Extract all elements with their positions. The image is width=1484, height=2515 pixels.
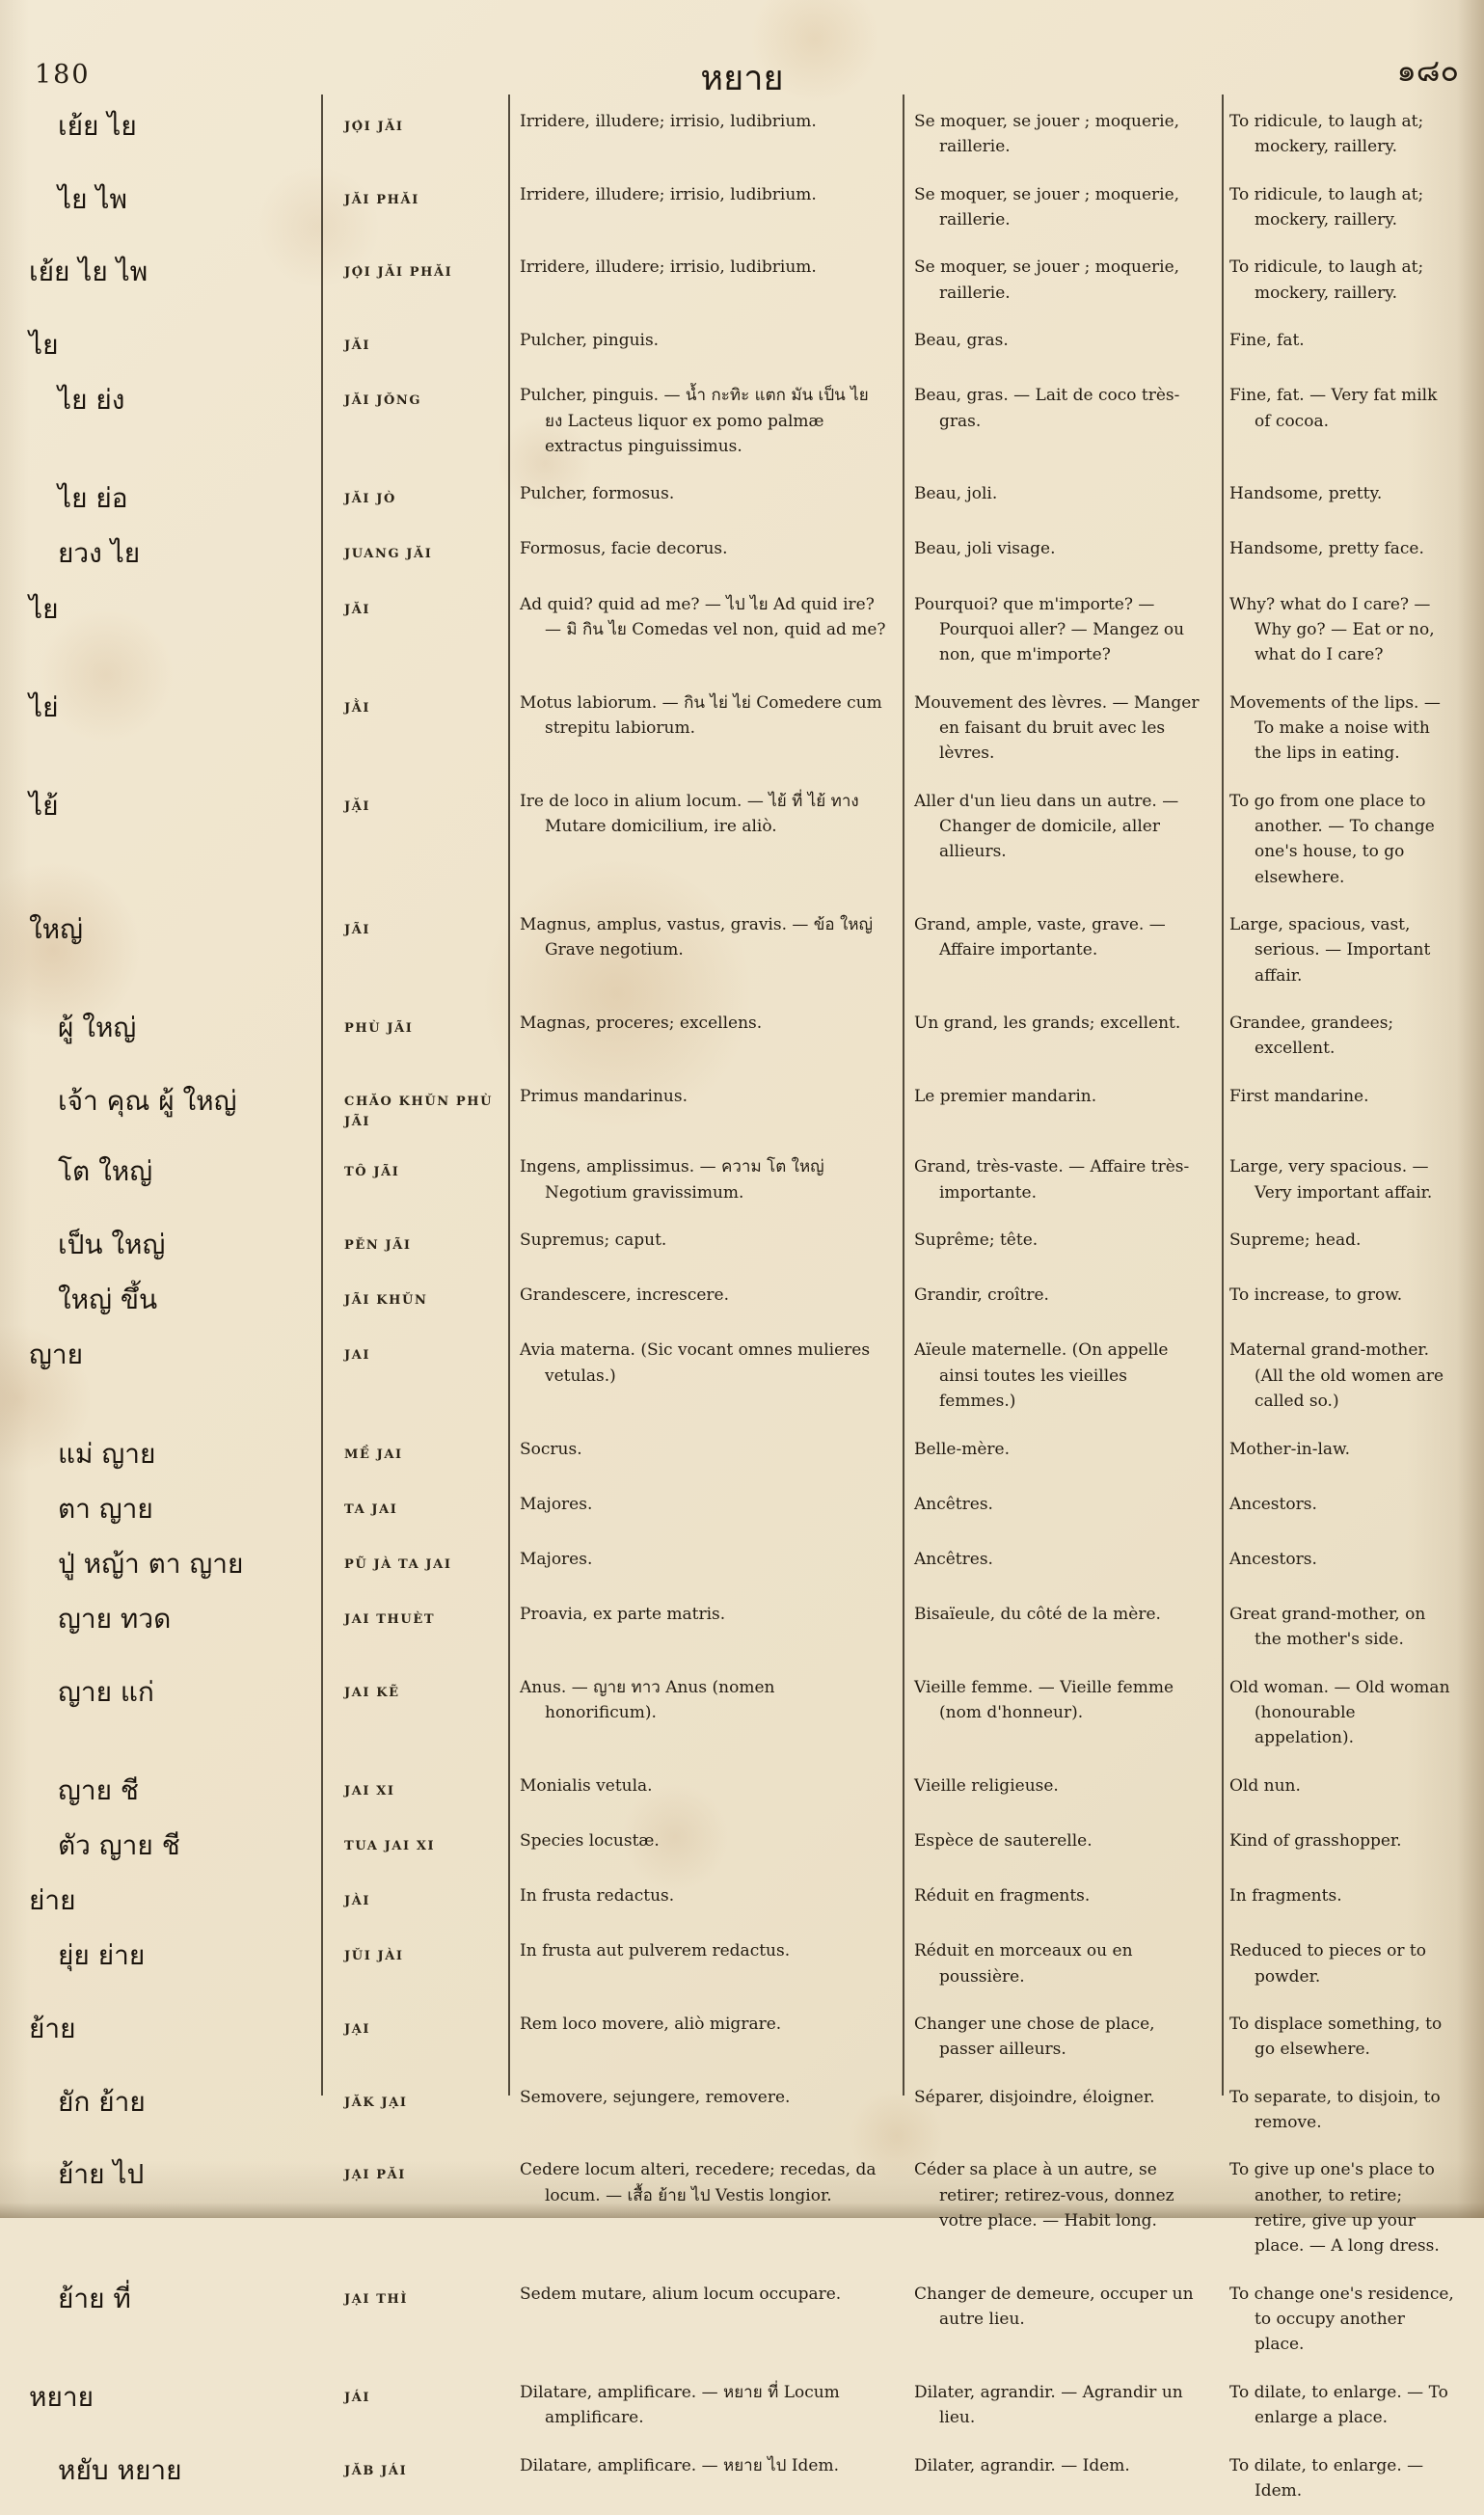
- page-number: 180: [35, 60, 91, 90]
- english-definition: Mother-in-law.: [1222, 1437, 1484, 1470]
- latin-definition: Dilatare, amplificare. — หยาย ที่ Locum amplificare.: [508, 2380, 903, 2431]
- romanization: JẠI THÌ: [321, 2282, 508, 2358]
- french-definition: Espèce de sauterelle.: [903, 1828, 1222, 1861]
- dictionary-entry-row: [0, 372, 1484, 471]
- english-definition: Kind of grasshopper.: [1222, 1828, 1484, 1861]
- dictionary-table: [0, 98, 1484, 2515]
- thai-word: ไย: [0, 328, 321, 361]
- romanization: TA JAI: [321, 1492, 508, 1525]
- french-definition: Beau, joli.: [903, 481, 1222, 514]
- latin-definition: Species locustæ.: [508, 1828, 903, 1861]
- dictionary-entry-row: [0, 1928, 1484, 2001]
- french-definition: Mouvement des lèvres. — Manger en faisant du bruit avec les lèvres.: [903, 690, 1222, 767]
- dictionary-entry-row: [0, 2443, 1484, 2515]
- thai-word: ญาย ทวด: [0, 1602, 321, 1653]
- french-definition: Suprême; tête.: [903, 1228, 1222, 1260]
- thai-word: ยุ่ย ย่าย: [0, 1938, 321, 1989]
- french-definition: Grand, ample, vaste, grave. — Affaire importante.: [903, 912, 1222, 988]
- latin-definition: Rem loco movere, aliò migrare.: [508, 2012, 903, 2063]
- latin-definition: Pulcher, pinguis. — น้ำ กะทิะ แตก มัน เป็น ไย ยง Lacteus liquor ex pomo palmæ extractus pinguissimus.: [508, 383, 903, 459]
- english-definition: Old nun.: [1222, 1773, 1484, 1806]
- romanization: JĂI: [321, 328, 508, 361]
- romanization: PŨ JÀ TA JAI: [321, 1547, 508, 1580]
- dictionary-entry-row: [0, 1818, 1484, 1873]
- thai-word: ปู่ หญ้า ตา ญาย: [0, 1547, 321, 1580]
- english-definition: To ridicule, to laugh at; mockery, raillery.: [1222, 255, 1484, 306]
- dictionary-entry-row: [0, 317, 1484, 372]
- romanization: JẠI PĂI: [321, 2157, 508, 2258]
- english-definition: To change one's residence, to occupy another place.: [1222, 2282, 1484, 2358]
- french-definition: Changer de demeure, occuper un autre lieu.: [903, 2282, 1222, 2358]
- latin-definition: Dilatare, amplificare. — หยาย ไป Idem.: [508, 2453, 903, 2504]
- thai-word: ใหญ่: [0, 912, 321, 988]
- dictionary-entry-row: [0, 581, 1484, 680]
- english-definition: Large, very spacious. — Very important affair.: [1222, 1154, 1484, 1205]
- french-definition: Changer une chose de place, passer ailleurs.: [903, 2012, 1222, 2063]
- latin-definition: Irridere, illudere; irrisio, ludibrium.: [508, 255, 903, 306]
- dictionary-entry-row: [0, 2001, 1484, 2074]
- english-definition: To increase, to grow.: [1222, 1283, 1484, 1315]
- romanization: JĂI JŎNG: [321, 383, 508, 459]
- latin-definition: Formosus, facie decorus.: [508, 536, 903, 569]
- english-definition: Great grand-mother, on the mother's side.: [1222, 1602, 1484, 1653]
- french-definition: Se moquer, se jouer ; moquerie, raillerie.: [903, 109, 1222, 160]
- french-definition: Beau, joli visage.: [903, 536, 1222, 569]
- page-number-thai: ๑๘๐: [1396, 46, 1459, 95]
- french-definition: Dilater, agrandir. — Idem.: [903, 2453, 1222, 2504]
- french-definition: Ancêtres.: [903, 1492, 1222, 1525]
- english-definition: Movements of the lips. — To make a noise with the lips in eating.: [1222, 690, 1484, 767]
- english-definition: To dilate, to enlarge. — To enlarge a place.: [1222, 2380, 1484, 2431]
- french-definition: Réduit en morceaux ou en poussière.: [903, 1938, 1222, 1989]
- french-definition: Se moquer, se jouer ; moquerie, raillerie.: [903, 255, 1222, 306]
- dictionary-entry-row: [0, 1873, 1484, 1928]
- thai-word: ไย ไพ: [0, 182, 321, 233]
- french-definition: Séparer, disjoindre, éloigner.: [903, 2085, 1222, 2136]
- page-header: [0, 0, 1484, 96]
- dictionary-entry-row: [0, 1144, 1484, 1217]
- english-definition: To ridicule, to laugh at; mockery, raillery.: [1222, 182, 1484, 233]
- english-definition: In fragments.: [1222, 1883, 1484, 1916]
- english-definition: Ancestors.: [1222, 1547, 1484, 1580]
- english-definition: First mandarine.: [1222, 1084, 1484, 1133]
- dictionary-entry-row: [0, 1763, 1484, 1818]
- english-definition: To separate, to disjoin, to remove.: [1222, 2085, 1484, 2136]
- dictionary-entry-row: [0, 526, 1484, 581]
- thai-word: ย้าย ที่: [0, 2282, 321, 2358]
- french-definition: Le premier mandarin.: [903, 1084, 1222, 1133]
- thai-word: ญาย แก่: [0, 1675, 321, 1751]
- thai-word: ญาย ชี: [0, 1773, 321, 1806]
- dictionary-entry-row: [0, 778, 1484, 902]
- latin-definition: In frusta aut pulverem redactus.: [508, 1938, 903, 1989]
- romanization: TÔ JÃI: [321, 1154, 508, 1205]
- french-definition: Grand, très-vaste. — Affaire très-importante.: [903, 1154, 1222, 1205]
- english-definition: Reduced to pieces or to powder.: [1222, 1938, 1484, 1989]
- latin-definition: Irridere, illudere; irrisio, ludibrium.: [508, 182, 903, 233]
- romanization: JĂI PHĂI: [321, 182, 508, 233]
- dictionary-entry-row: [0, 1536, 1484, 1591]
- latin-definition: Semovere, sejungere, removere.: [508, 2085, 903, 2136]
- thai-word: ย้าย ไป: [0, 2157, 321, 2258]
- thai-word: ตา ญาย: [0, 1492, 321, 1525]
- romanization: CHĂO KHŬN PHÙ JÃI: [321, 1084, 508, 1133]
- romanization: JAI XI: [321, 1773, 508, 1806]
- thai-word: ย่าย: [0, 1883, 321, 1916]
- latin-definition: Ire de loco in alium locum. — ไย้ ที่ ไย้ ทาง Mutare domicilium, ire aliò.: [508, 789, 903, 890]
- latin-definition: Pulcher, formosus.: [508, 481, 903, 514]
- english-definition: Fine, fat.: [1222, 328, 1484, 361]
- dictionary-entry-row: [0, 1426, 1484, 1481]
- english-definition: Handsome, pretty face.: [1222, 536, 1484, 569]
- thai-word: เย้ย ไย: [0, 109, 321, 160]
- english-definition: Grandee, grandees; excellent.: [1222, 1011, 1484, 1062]
- thai-word: เย้ย ไย ไพ: [0, 255, 321, 306]
- english-definition: Fine, fat. — Very fat milk of cocoa.: [1222, 383, 1484, 459]
- dictionary-entry-row: [0, 1000, 1484, 1073]
- romanization: JAI THUÈT: [321, 1602, 508, 1653]
- romanization: JŬI JÀI: [321, 1938, 508, 1989]
- french-definition: Beau, gras.: [903, 328, 1222, 361]
- thai-word: ยวง ไย: [0, 536, 321, 569]
- dictionary-entry-row: [0, 2271, 1484, 2369]
- english-definition: To ridicule, to laugh at; mockery, raillery.: [1222, 109, 1484, 160]
- thai-word: ญาย: [0, 1338, 321, 1414]
- thai-word: โต ใหญ่: [0, 1154, 321, 1205]
- english-definition: Supreme; head.: [1222, 1228, 1484, 1260]
- thai-word: ใหญ่ ขึ้น: [0, 1283, 321, 1315]
- dictionary-entry-row: [0, 1591, 1484, 1664]
- french-definition: Aller d'un lieu dans un autre. — Changer de domicile, aller allieurs.: [903, 789, 1222, 890]
- thai-word: ผู้ ใหญ่: [0, 1011, 321, 1062]
- latin-definition: Magnas, proceres; excellens.: [508, 1011, 903, 1062]
- latin-definition: Grandescere, increscere.: [508, 1283, 903, 1315]
- romanization: PĔN JÃI: [321, 1228, 508, 1260]
- french-definition: Se moquer, se jouer ; moquerie, raillerie.: [903, 182, 1222, 233]
- english-definition: To go from one place to another. — To change one's house, to go elsewhere.: [1222, 789, 1484, 890]
- thai-word: ไย ย่อ: [0, 481, 321, 514]
- latin-definition: Ad quid? quid ad me? — ไป ไย Ad quid ire? — มิ กิน ไย Comedas vel non, quid ad me?: [508, 592, 903, 668]
- english-definition: To displace something, to go elsewhere.: [1222, 2012, 1484, 2063]
- romanization: JẶI: [321, 789, 508, 890]
- romanization: JĂB JÁI: [321, 2453, 508, 2504]
- french-definition: Ancêtres.: [903, 1547, 1222, 1580]
- dictionary-entry-row: [0, 471, 1484, 526]
- dictionary-entry-row: [0, 2369, 1484, 2443]
- romanization: JAI: [321, 1338, 508, 1414]
- english-definition: Old woman. — Old woman (honourable appelation).: [1222, 1675, 1484, 1751]
- romanization: TUA JAI XI: [321, 1828, 508, 1861]
- thai-word: ย้าย: [0, 2012, 321, 2063]
- thai-word: ตัว ญาย ชี: [0, 1828, 321, 1861]
- romanization: JUANG JĂI: [321, 536, 508, 569]
- latin-definition: Anus. — ญาย ทาว Anus (nomen honorificum).: [508, 1675, 903, 1751]
- latin-definition: Irridere, illudere; irrisio, ludibrium.: [508, 109, 903, 160]
- english-definition: Ancestors.: [1222, 1492, 1484, 1525]
- thai-word: เจ้า คุณ ผู้ ใหญ่: [0, 1084, 321, 1133]
- latin-definition: Sedem mutare, alium locum occupare.: [508, 2282, 903, 2358]
- romanization: MỀ JAI: [321, 1437, 508, 1470]
- thai-word: แม่ ญาย: [0, 1437, 321, 1470]
- romanization: JẰI: [321, 690, 508, 767]
- latin-definition: Primus mandarinus.: [508, 1084, 903, 1133]
- french-definition: Dilater, agrandir. — Agrandir un lieu.: [903, 2380, 1222, 2431]
- english-definition: Handsome, pretty.: [1222, 481, 1484, 514]
- romanization: JÀI: [321, 1883, 508, 1916]
- romanization: JĂI: [321, 592, 508, 668]
- french-definition: Bisaïeule, du côté de la mère.: [903, 1602, 1222, 1653]
- latin-definition: Majores.: [508, 1547, 903, 1580]
- thai-word: หยับ หยาย: [0, 2453, 321, 2504]
- latin-definition: Pulcher, pinguis.: [508, 328, 903, 361]
- english-definition: To give up one's place to another, to retire; retire, give up your place. — A long dress.: [1222, 2157, 1484, 2258]
- dictionary-entry-row: [0, 1073, 1484, 1145]
- french-definition: Belle-mère.: [903, 1437, 1222, 1470]
- romanization: JÃI: [321, 912, 508, 988]
- latin-definition: Avia materna. (Sic vocant omnes mulieres vetulas.): [508, 1338, 903, 1414]
- romanization: JÃI KHŬN: [321, 1283, 508, 1315]
- latin-definition: Socrus.: [508, 1437, 903, 1470]
- english-definition: Maternal grand-mother. (All the old women are called so.): [1222, 1338, 1484, 1414]
- english-definition: Why? what do I care? — Why go? — Eat or no, what do I care?: [1222, 592, 1484, 668]
- french-definition: Céder sa place à un autre, se retirer; retirez-vous, donnez votre place. — Habit long.: [903, 2157, 1222, 2258]
- dictionary-entry-row: [0, 2074, 1484, 2148]
- romanization: JĂI JÒ: [321, 481, 508, 514]
- latin-definition: Majores.: [508, 1492, 903, 1525]
- latin-definition: Magnus, amplus, vastus, gravis. — ข้อ ใหญ่ Grave negotium.: [508, 912, 903, 988]
- romanization: JỌ̀I JĂI: [321, 109, 508, 160]
- romanization: JAI KẼ: [321, 1675, 508, 1751]
- french-definition: Vieille religieuse.: [903, 1773, 1222, 1806]
- dictionary-entry-row: [0, 244, 1484, 317]
- running-head-thai: หยาย: [0, 50, 1484, 105]
- romanization: JỌ̀I JĂI PHĂI: [321, 255, 508, 306]
- latin-definition: Proavia, ex parte matris.: [508, 1602, 903, 1653]
- latin-definition: In frusta redactus.: [508, 1883, 903, 1916]
- latin-definition: Cedere locum alteri, recedere; recedas, da locum. — เสื้อ ย้าย ไป Vestis longior.: [508, 2157, 903, 2258]
- english-definition: To dilate, to enlarge. — Idem.: [1222, 2453, 1484, 2504]
- french-definition: Aïeule maternelle. (On appelle ainsi toutes les vieilles femmes.): [903, 1338, 1222, 1414]
- thai-word: ไย: [0, 592, 321, 668]
- dictionary-entry-row: [0, 2147, 1484, 2270]
- thai-word: หยาย: [0, 2380, 321, 2431]
- dictionary-entry-row: [0, 1327, 1484, 1425]
- dictionary-entry-row: [0, 98, 1484, 172]
- french-definition: Un grand, les grands; excellent.: [903, 1011, 1222, 1062]
- french-definition: Vieille femme. — Vieille femme (nom d'honneur).: [903, 1675, 1222, 1751]
- latin-definition: Monialis vetula.: [508, 1773, 903, 1806]
- romanization: JĂK JẠI: [321, 2085, 508, 2136]
- english-definition: Large, spacious, vast, serious. — Important affair.: [1222, 912, 1484, 988]
- dictionary-entry-row: [0, 680, 1484, 778]
- french-definition: Pourquoi? que m'importe? — Pourquoi aller? — Mangez ou non, que m'importe?: [903, 592, 1222, 668]
- latin-definition: Ingens, amplissimus. — ความ โต ใหญ่ Negotium gravissimum.: [508, 1154, 903, 1205]
- thai-word: ไย ย่ง: [0, 383, 321, 459]
- french-definition: Grandir, croître.: [903, 1283, 1222, 1315]
- thai-word: ไย้: [0, 789, 321, 890]
- latin-definition: Supremus; caput.: [508, 1228, 903, 1260]
- romanization: PHÙ JÃI: [321, 1011, 508, 1062]
- french-definition: Beau, gras. — Lait de coco très-gras.: [903, 383, 1222, 459]
- dictionary-entry-row: [0, 1664, 1484, 1763]
- thai-word: ไย่: [0, 690, 321, 767]
- thai-word: เป็น ใหญ่: [0, 1228, 321, 1260]
- thai-word: ยัก ย้าย: [0, 2085, 321, 2136]
- dictionary-entry-row: [0, 172, 1484, 245]
- dictionary-entry-row: [0, 1481, 1484, 1536]
- dictionary-entry-row: [0, 1217, 1484, 1272]
- dictionary-entry-row: [0, 1272, 1484, 1327]
- romanization: JẠI: [321, 2012, 508, 2063]
- french-definition: Réduit en fragments.: [903, 1883, 1222, 1916]
- romanization: JÁI: [321, 2380, 508, 2431]
- dictionary-entry-row: [0, 902, 1484, 1000]
- latin-definition: Motus labiorum. — กิน ไย่ ไย่ Comedere cum strepitu labiorum.: [508, 690, 903, 767]
